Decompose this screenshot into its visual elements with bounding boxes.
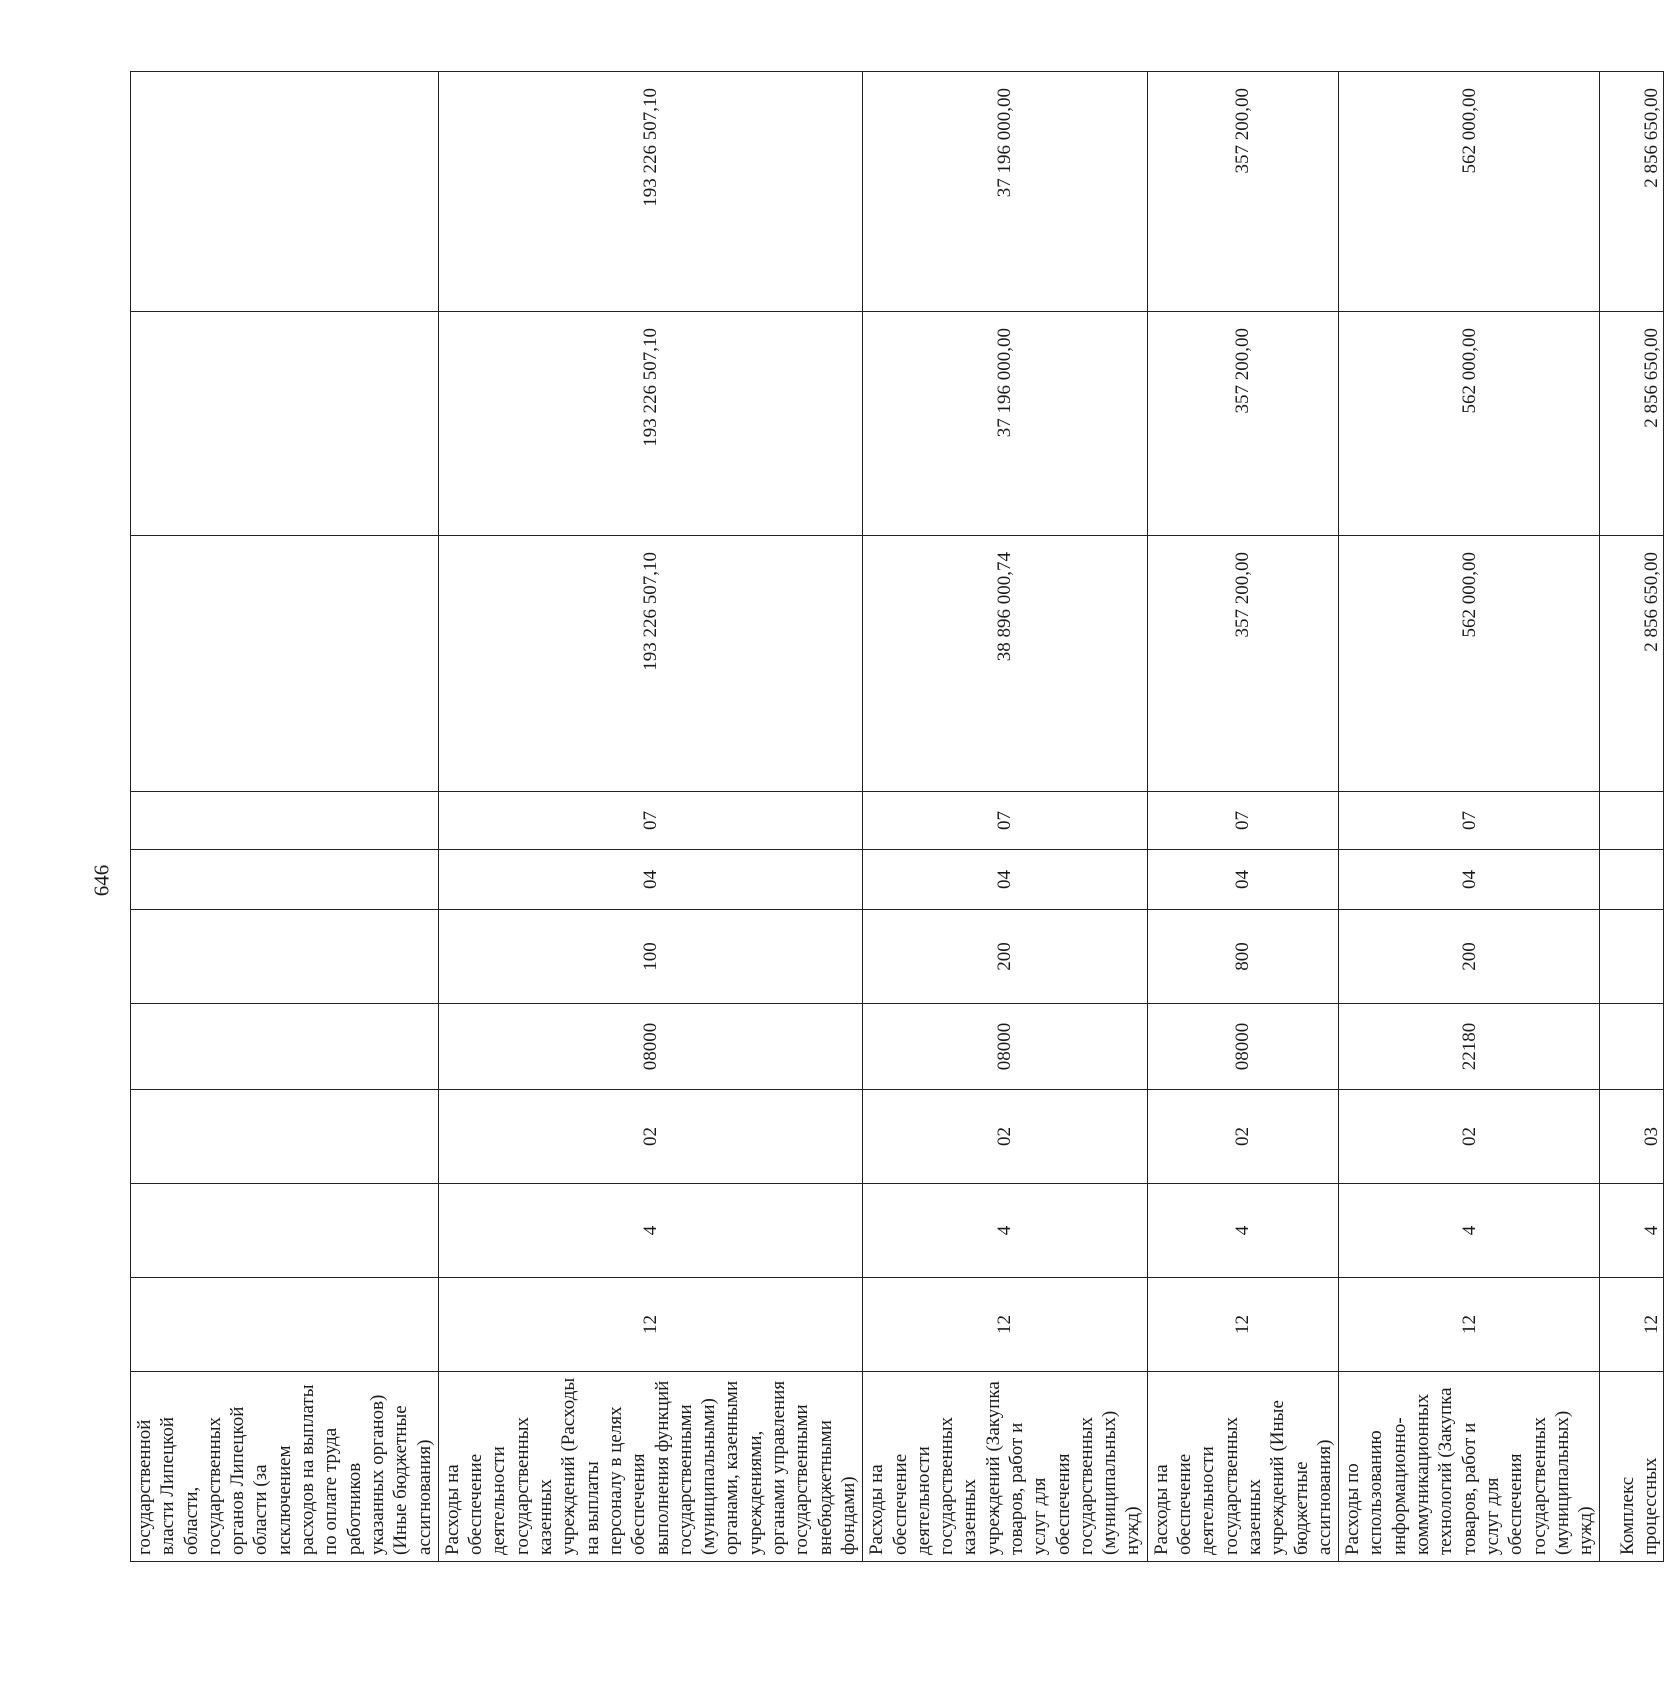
cell-amount2: 357 200,00	[1147, 312, 1338, 536]
cell-amount3	[131, 72, 439, 312]
cell-amount1	[131, 536, 439, 792]
page-number-text: 646	[89, 864, 114, 896]
cell-c3: 02	[438, 1090, 862, 1184]
cell-amount3: 2 856 650,00	[1600, 72, 1664, 312]
cell-c4	[1600, 1004, 1664, 1090]
cell-amount1: 357 200,00	[1147, 536, 1338, 792]
cell-c1: 12	[1600, 1278, 1664, 1372]
cell-amount2: 37 196 000,00	[863, 312, 1148, 536]
cell-c3: 02	[863, 1090, 1148, 1184]
cell-c4	[131, 1004, 439, 1090]
cell-c1	[131, 1278, 439, 1372]
cell-amount2: 562 000,00	[1339, 312, 1600, 536]
row-description: Расходы по использованию информационно-коммуникационных технологий (Закупка товаров, работ и услуг для обеспечения государственных (муниципальных) нужд)	[1339, 1372, 1600, 1562]
cell-amount2: 193 226 507,10	[438, 312, 862, 536]
table-row	[131, 72, 439, 1562]
cell-c2: 4	[863, 1184, 1148, 1278]
cell-c4: 22180	[1339, 1004, 1600, 1090]
cell-c1: 12	[1147, 1278, 1338, 1372]
page-number	[88, 860, 116, 900]
cell-c6	[131, 850, 439, 910]
cell-c2	[131, 1184, 439, 1278]
cell-c4: 08000	[863, 1004, 1148, 1090]
cell-c6: 04	[863, 850, 1148, 910]
row-description: Расходы на обеспечение деятельности государственных казенных учреждений (Иные бюджетные ассигнования)	[1147, 1372, 1338, 1562]
cell-c7: 07	[863, 792, 1148, 850]
cell-c1: 12	[863, 1278, 1148, 1372]
cell-c4: 08000	[1147, 1004, 1338, 1090]
cell-c1: 12	[1339, 1278, 1600, 1372]
row-description: Расходы на обеспечение деятельности государственных казенных учреждений (Закупка товаров, работ и услуг для обеспечения государственных (муниципальных) нужд)	[863, 1372, 1148, 1562]
cell-c6: 04	[1339, 850, 1600, 910]
budget-table	[130, 71, 1664, 1562]
cell-c3: 03	[1600, 1090, 1664, 1184]
cell-amount1: 2 856 650,00	[1600, 536, 1664, 792]
table-row	[1147, 72, 1338, 1562]
table-row	[438, 72, 862, 1562]
cell-c3: 02	[1147, 1090, 1338, 1184]
cell-c5	[1600, 910, 1664, 1004]
table-row	[863, 72, 1148, 1562]
table-row	[1600, 72, 1664, 1562]
cell-c2: 4	[1147, 1184, 1338, 1278]
row-description: Комплекс процессных	[1600, 1372, 1664, 1562]
cell-c5: 200	[863, 910, 1148, 1004]
cell-c5	[131, 910, 439, 1004]
cell-amount1: 38 896 000,74	[863, 536, 1148, 792]
cell-c7: 07	[1147, 792, 1338, 850]
row-description: государственной власти Липецкой области, государственных органов Липецкой области (за исключением расходов на выплаты по оплате труда работников указанных органов) (Иные бюджетные ассигнования)	[131, 1372, 439, 1562]
rotated-page	[130, 72, 1663, 1562]
cell-c2: 4	[438, 1184, 862, 1278]
cell-c7	[1600, 792, 1664, 850]
cell-amount3: 562 000,00	[1339, 72, 1600, 312]
cell-amount2	[131, 312, 439, 536]
cell-amount2: 2 856 650,00	[1600, 312, 1664, 536]
cell-c3: 02	[1339, 1090, 1600, 1184]
cell-c5: 100	[438, 910, 862, 1004]
cell-c2: 4	[1600, 1184, 1664, 1278]
cell-c6: 04	[438, 850, 862, 910]
cell-c6	[1600, 850, 1664, 910]
cell-c1: 12	[438, 1278, 862, 1372]
cell-c5: 200	[1339, 910, 1600, 1004]
cell-c3	[131, 1090, 439, 1184]
cell-amount3: 37 196 000,00	[863, 72, 1148, 312]
cell-c7: 07	[438, 792, 862, 850]
table-row	[1339, 72, 1600, 1562]
row-description: Расходы на обеспечение деятельности государственных казенных учреждений (Расходы на выплаты персоналу в целях обеспечения выполнения функций государственными (муниципальными) органами, казенными учреждениями, органами управления государственными внебюджетными фондами)	[438, 1372, 862, 1562]
cell-c4: 08000	[438, 1004, 862, 1090]
cell-amount1: 193 226 507,10	[438, 536, 862, 792]
cell-c7	[131, 792, 439, 850]
cell-c2: 4	[1339, 1184, 1600, 1278]
cell-c5: 800	[1147, 910, 1338, 1004]
cell-c7: 07	[1339, 792, 1600, 850]
cell-amount3: 357 200,00	[1147, 72, 1338, 312]
cell-amount1: 562 000,00	[1339, 536, 1600, 792]
cell-amount3: 193 226 507,10	[438, 72, 862, 312]
cell-c6: 04	[1147, 850, 1338, 910]
